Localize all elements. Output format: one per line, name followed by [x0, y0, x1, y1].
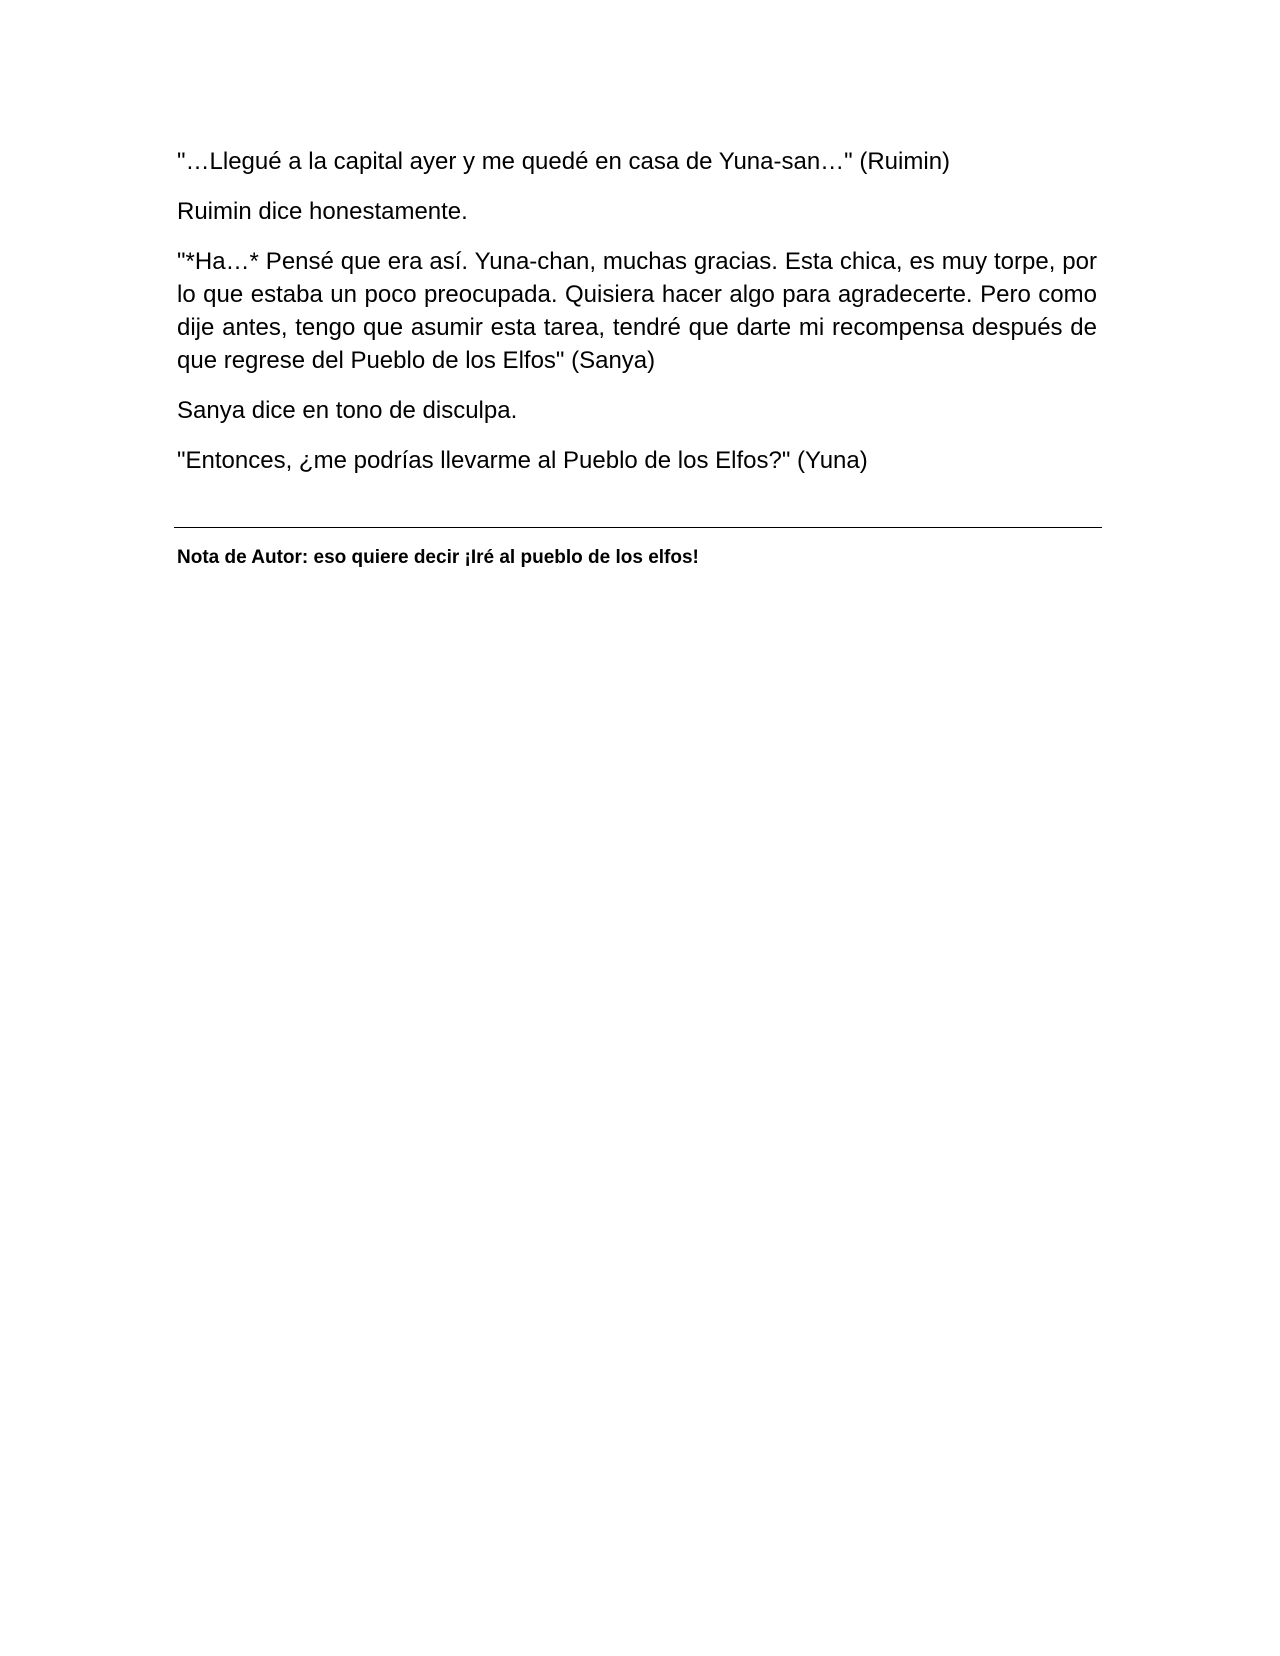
- author-note: Nota de Autor: eso quiere decir ¡Iré al pueblo de los elfos!: [177, 547, 699, 568]
- paragraph-sanya-dialogue: "*Ha…* Pensé que era así. Yuna-chan, muchas gracias. Esta chica, es muy torpe, por lo que estaba un poco preocupada. Quisiera hacer algo para agradecerte. Pero como dije antes, tengo que asumir esta tarea, tendré que darte mi recompensa después de que regrese del Pueblo de los Elfos" (Sanya): [177, 248, 1097, 374]
- paragraph-ruimin-narration: Ruimin dice honestamente.: [177, 198, 468, 225]
- body-text: [177, 145, 1097, 494]
- paragraph-sanya-narration: Sanya dice en tono de disculpa.: [177, 397, 518, 424]
- footnote-divider: [174, 527, 1102, 528]
- paragraph-yuna-dialogue: "Entonces, ¿me podrías llevarme al Pueblo de los Elfos?" (Yuna): [177, 447, 868, 474]
- paragraph-ruimin-arrival: "…Llegué a la capital ayer y me quedé en casa de Yuna-san…" (Ruimin): [177, 148, 951, 175]
